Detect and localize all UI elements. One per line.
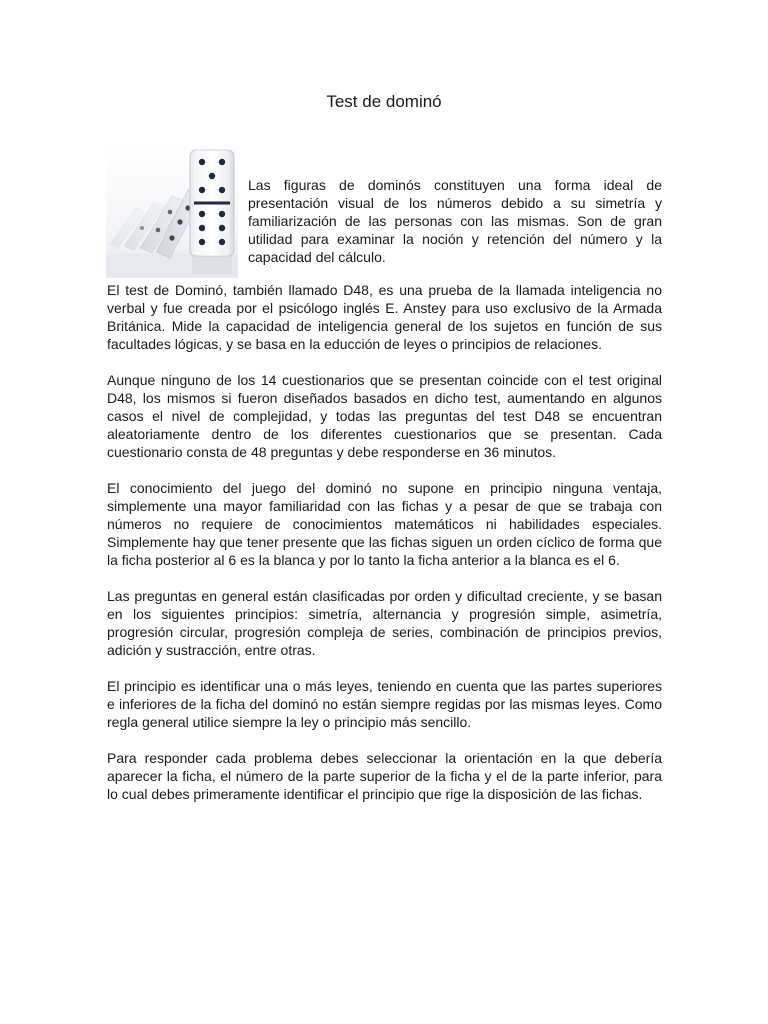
- intro-paragraph: Las figuras de dominós constituyen una forma ideal de presentación visual de los números debido a su simetría y familiarización de las personas con las mismas. Son de gran utilidad para examinar la noción y retención del número y la capacidad del cálculo.: [248, 177, 662, 265]
- body-paragraph: El test de Dominó, también llamado D48, es una prueba de la llamada inteligencia no verbal y fue creada por el psicólogo inglés E. Anstey para uso exclusivo de la Armada Británica. Mide la capacidad de inteligencia general de los sujetos en función de sus facultades lógicas, y se basa en la educción de leyes o principios de relaciones.: [107, 282, 662, 352]
- body-paragraph: Para responder cada problema debes seleccionar la orientación en la que debería aparecer la ficha, el número de la parte superior de la ficha y el de la parte inferior, para lo cual debes primeramente identificar el principio que rige la disposición de las fichas.: [107, 750, 662, 802]
- body-paragraph: El principio es identificar una o más leyes, teniendo en cuenta que las partes superiores e inferiores de la ficha del dominó no están siempre regidas por las mismas leyes. Como regla general utilice siempre la ley o principio más sencillo.: [107, 678, 662, 730]
- page-title: Test de dominó: [326, 92, 442, 111]
- document-body: [107, 281, 662, 821]
- body-paragraph: El conocimiento del juego del dominó no supone en principio ninguna ventaja, simplemente una mayor familiaridad con las fichas y a pesar de que se trabaja con números no requiere de conocimientos matemáticos ni habilidades especiales. Simplemente hay que tener presente que las fichas siguen un orden cíclico de forma que la ficha posterior al 6 es la blanca y por lo tanto la ficha anterior a la blanca es el 6.: [107, 480, 662, 568]
- body-paragraph: Aunque ninguno de los 14 cuestionarios que se presentan coincide con el test original D48, los mismos si fueron diseñados basados en dicho test, aumentando en algunos casos el nivel de complejidad, y todas las preguntas del test D48 se encuentran aleatoriamente dentro de los diferentes cuestionarios que se presentan. Cada cuestionario consta de 48 preguntas y debe responderse en 36 minutos.: [107, 372, 662, 460]
- falling-dominoes-image: [106, 146, 238, 278]
- body-paragraph: Las preguntas en general están clasificadas por orden y dificultad creciente, y se basan en los siguientes principios: simetría, alternancia y progresión simple, asimetría, progresión circular, progresión compleja de series, combinación de principios previos, adición y sustracción, entre otras.: [107, 588, 662, 658]
